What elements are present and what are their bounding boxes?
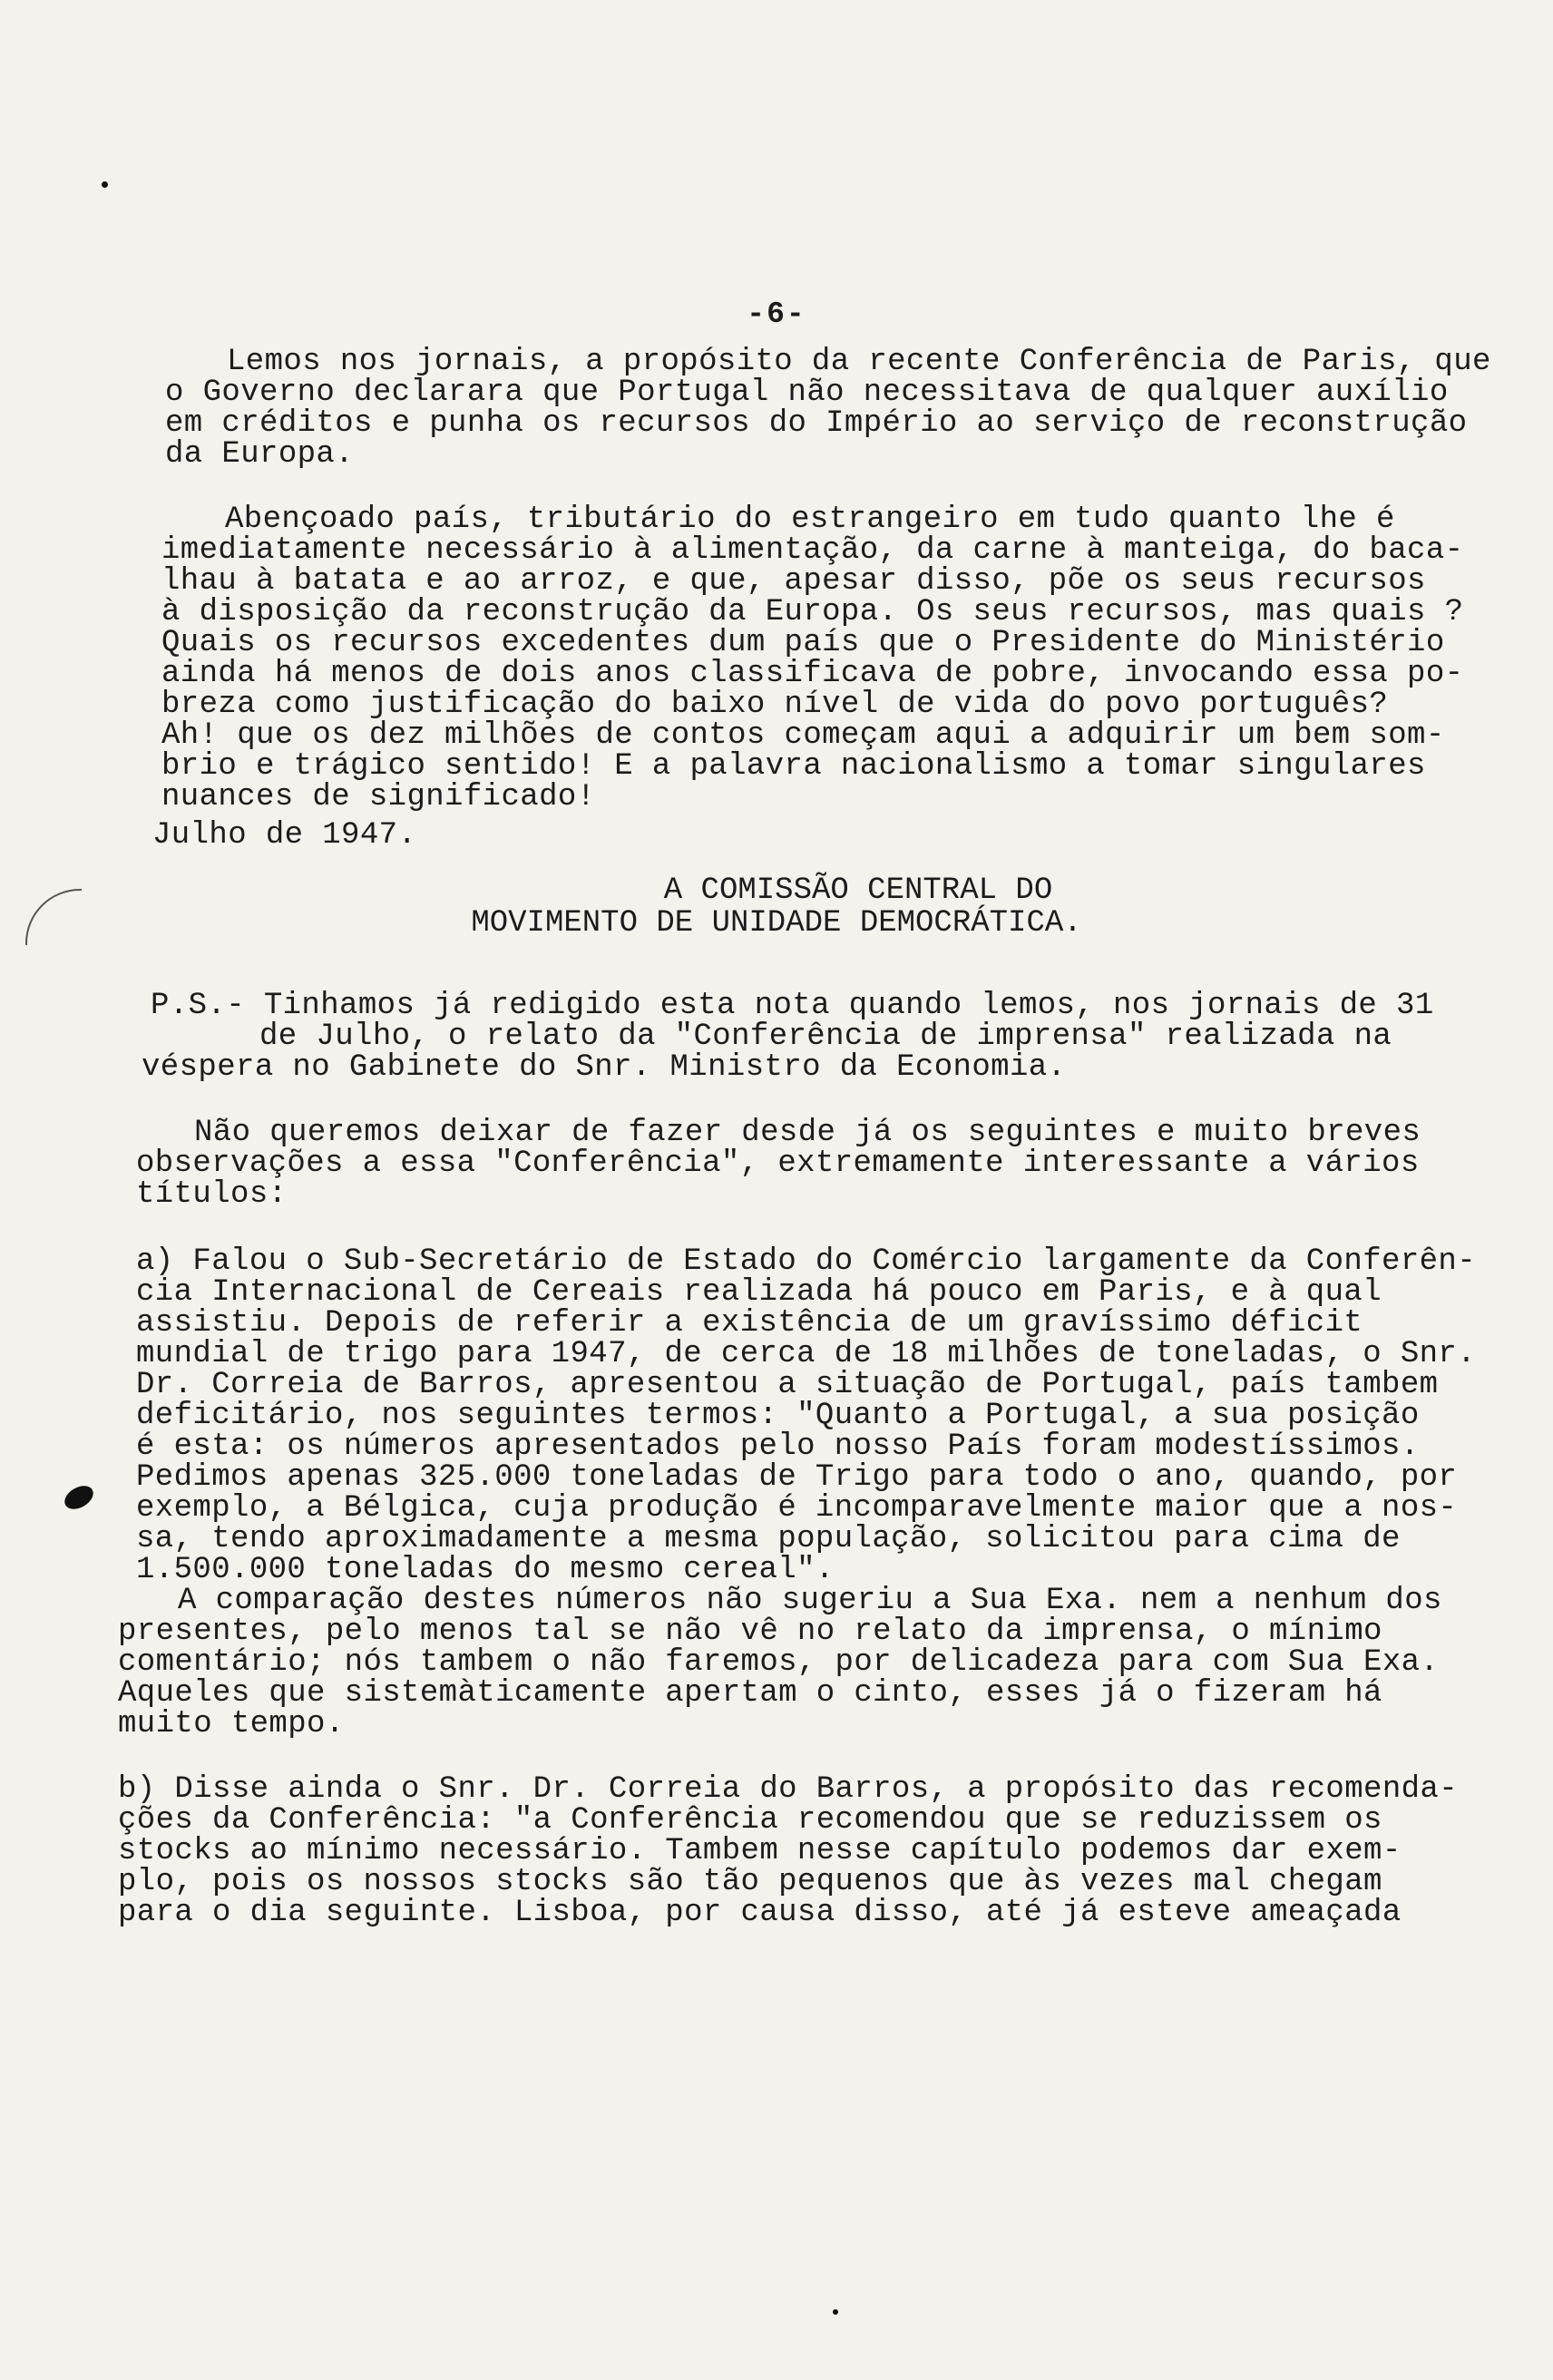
text-line: plo, pois os nossos stocks são tão pequenos que às vezes mal chegam bbox=[118, 1865, 1382, 1899]
text-line: Abençoado país, tributário do estrangeiro em tudo quanto lhe é bbox=[225, 502, 1395, 537]
text-line: b) Disse ainda o Snr. Dr. Correia do Barros, a propósito das recomenda- bbox=[118, 1772, 1459, 1807]
ink-blot bbox=[61, 1481, 97, 1514]
text-line: muito tempo. bbox=[118, 1707, 345, 1741]
text-line: ções da Conferência: "a Conferência recomendou que se reduzissem os bbox=[118, 1803, 1382, 1838]
text-line: Ah! que os dez milhões de contos começam aqui a adquirir um bem som- bbox=[161, 718, 1445, 753]
text-line: observações a essa "Conferência", extremamente interessante a vários bbox=[136, 1146, 1420, 1181]
text-line: à disposição da reconstrução da Europa. Os seus recursos, mas quais ? bbox=[161, 595, 1464, 629]
text-line: Não queremos deixar de fazer desde já os seguintes e muito breves bbox=[194, 1116, 1421, 1150]
text-line: da Europa. bbox=[165, 437, 355, 472]
text-line: véspera no Gabinete do Snr. Ministro da Economia. bbox=[142, 1050, 1067, 1085]
text-line: em créditos e punha os recursos do Império ao serviço de reconstrução bbox=[165, 406, 1468, 441]
text-line: Lemos nos jornais, a propósito da recente Conferência de Paris, que bbox=[227, 345, 1491, 379]
text-line: imediatamente necessário à alimentação, da carne à manteiga, do baca- bbox=[161, 533, 1464, 568]
signature-line-1: A COMISSÃO CENTRAL DO bbox=[663, 873, 1053, 908]
letter-date: Julho de 1947. bbox=[152, 818, 417, 853]
text-line: o Governo declarara que Portugal não necessitava de qualquer auxílio bbox=[165, 376, 1449, 410]
text-line: breza como justificação do baixo nível de vida do povo português? bbox=[161, 688, 1389, 722]
text-line: nuances de significado! bbox=[161, 780, 596, 814]
text-line: A comparação destes números não sugeriu a Sua Exa. nem a nenhum dos bbox=[178, 1584, 1442, 1618]
text-line: sa, tendo aproximadamente a mesma população, solicitou para cima de bbox=[136, 1522, 1401, 1556]
ink-speck bbox=[833, 2309, 838, 2315]
text-line: comentário; nós tambem o não faremos, por delicadeza para com Sua Exa. bbox=[118, 1645, 1440, 1680]
text-line: títulos: bbox=[136, 1177, 288, 1212]
text-line: stocks ao mínimo necessário. Tambem nesse capítulo podemos dar exem- bbox=[118, 1834, 1402, 1868]
text-line: a) Falou o Sub-Secretário de Estado do Comércio largamente da Conferên- bbox=[136, 1244, 1477, 1279]
ink-speck bbox=[102, 181, 108, 188]
text-line: P.S.- Tinhamos já redigido esta nota quando lemos, nos jornais de 31 bbox=[151, 989, 1434, 1023]
text-line: exemplo, a Bélgica, cuja produção é incomparavelmente maior que a nos- bbox=[136, 1491, 1458, 1526]
text-line: Quais os recursos excedentes dum país que o Presidente do Ministério bbox=[161, 626, 1445, 660]
text-line: deficitário, nos seguintes termos: "Quanto a Portugal, a sua posição bbox=[136, 1399, 1420, 1433]
signature-line-2: MOVIMENTO DE UNIDADE DEMOCRÁTICA. bbox=[471, 906, 1082, 941]
text-line: brio e trágico sentido! E a palavra nacionalismo a tomar singulares bbox=[161, 749, 1426, 784]
text-line: lhau à batata e ao arroz, e que, apesar disso, põe os seus recursos bbox=[161, 564, 1426, 599]
text-line: presentes, pelo menos tal se não vê no relato da imprensa, o mínimo bbox=[118, 1614, 1382, 1649]
text-line: assistiu. Depois de referir a existência de um gravíssimo déficit bbox=[136, 1306, 1363, 1341]
text-line: para o dia seguinte. Lisboa, por causa disso, até já esteve ameaçada bbox=[118, 1896, 1402, 1930]
text-line: Dr. Correia de Barros, apresentou a situação de Portugal, país tambem bbox=[136, 1368, 1439, 1402]
text-line: ainda há menos de dois anos classificava de pobre, invocando essa po- bbox=[161, 657, 1464, 691]
text-line: Aqueles que sistemàticamente apertam o cinto, esses já o fizeram há bbox=[118, 1676, 1382, 1711]
text-line: é esta: os números apresentados pelo nosso País foram modestíssimos. bbox=[136, 1429, 1420, 1464]
text-line: cia Internacional de Cereais realizada há pouco em Paris, e à qual bbox=[136, 1275, 1382, 1310]
page-number: -6- bbox=[747, 298, 806, 331]
text-line: Pedimos apenas 325.000 toneladas de Trigo para todo o ano, quando, por bbox=[136, 1460, 1458, 1495]
text-line: 1.500.000 toneladas do mesmo cereal". bbox=[136, 1553, 835, 1587]
text-line: mundial de trigo para 1947, de cerca de 18 milhões de toneladas, o Snr. bbox=[136, 1337, 1477, 1371]
text-line: de Julho, o relato da "Conferência de imprensa" realizada na bbox=[259, 1019, 1392, 1054]
